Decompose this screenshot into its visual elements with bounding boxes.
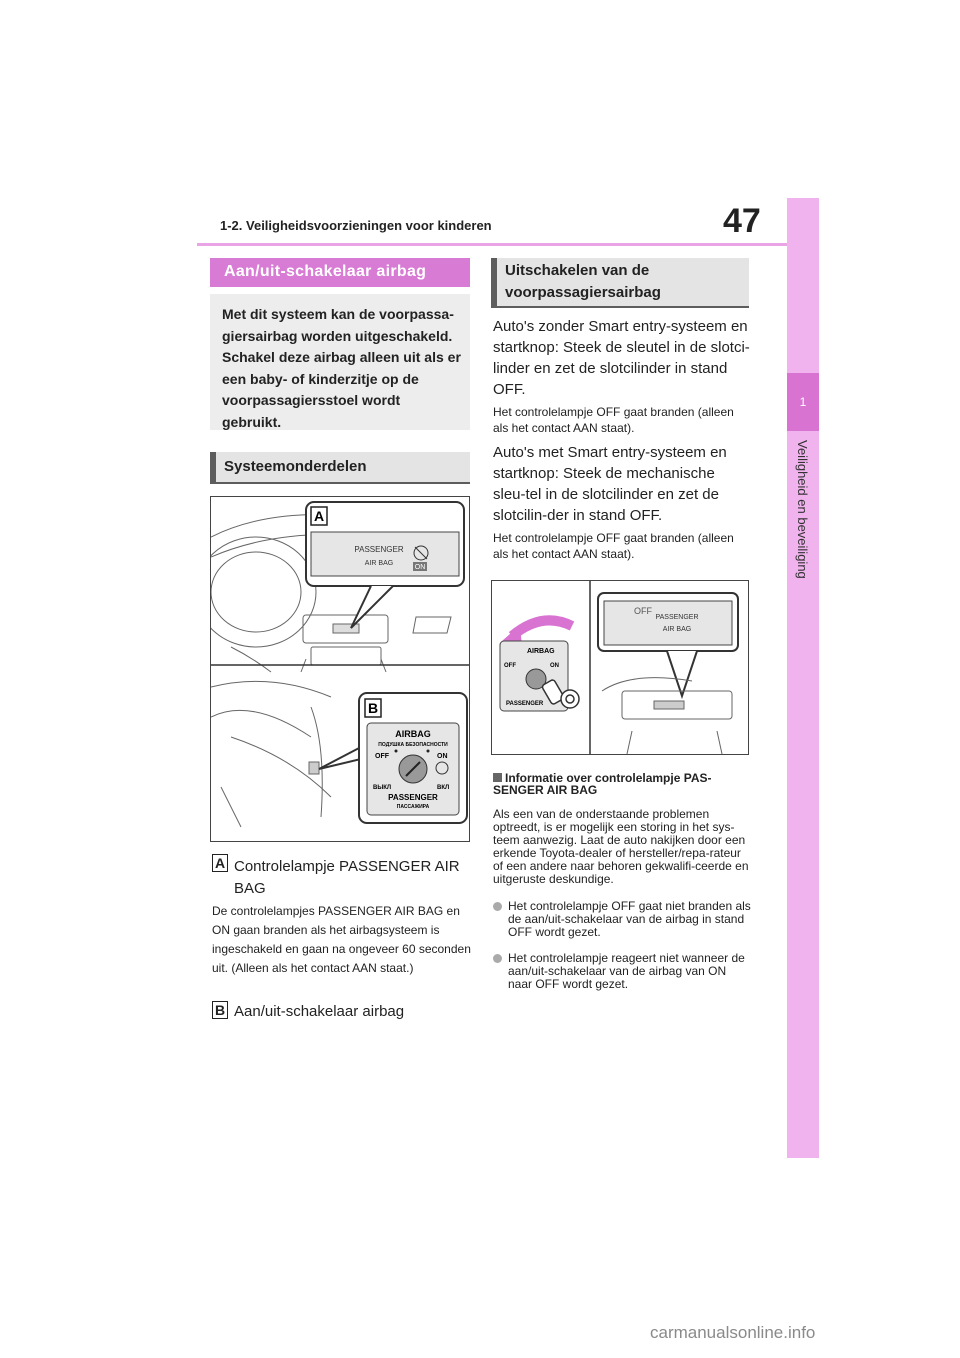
dashboard-illustration <box>211 497 469 841</box>
note-off-lamp-2: Het controlelampje OFF gaat branden (alleen als het contact AAN staat). <box>493 531 734 561</box>
indicator-text-passenger: PASSENGER <box>354 545 404 554</box>
indicator-text-passenger-right: PASSENGER <box>655 614 699 621</box>
header-rule <box>197 243 787 246</box>
indicator-on: ON <box>414 564 426 571</box>
paragraph-with-smart-entry: Auto's met Smart entry-systeem en startknop: Steek de mechanische sleu-tel in de slotcilinder en zet de slotcilin-der in stand OFF. <box>493 444 727 524</box>
item-b-marker: B <box>212 1001 228 1020</box>
info-heading: Informatie over controlelampje PAS-SENGER AIR BAG <box>493 771 712 797</box>
chapter-number: 1 <box>787 373 819 431</box>
switch-airbag-text-right: AIRBAG <box>527 648 555 655</box>
section-heading-switch: Aan/uit-schakelaar airbag <box>210 258 470 287</box>
intro-box: Met dit systeem kan de voorpassa-giersairbag worden uitgeschakeld. Schakel deze airbag alleen uit als er een baby- of kinderzitje op de voorpassagiersstoel wordt gebruikt. <box>210 294 470 430</box>
switch-on-text: ON <box>437 753 448 760</box>
subheading-system-parts: Systeemonderdelen <box>210 452 470 484</box>
list-item: Het controlelampje OFF gaat niet branden als de aan/uit-schakelaar van de airbag in stand OFF wordt gezet. <box>493 900 751 939</box>
info-body: Als een van de onderstaande problemen optreedt, is er mogelijk een storing in het sys-teem aanwezig. Laat de auto nakijken door een erkende Toyota-dealer of hersteller/repa-rateur of een andere naar behoren gekwalifi-ceerde en uitgeruste deskundige. <box>493 807 749 886</box>
info-square-icon <box>493 773 502 782</box>
item-a-description: De controlelampjes PASSENGER AIR BAG en ON gaan branden als het airbagsysteem is ingeschakeld en gaan na ongeveer 60 seconden uit. (Alleen als het contact AAN staat.) <box>212 904 471 975</box>
chapter-title: Veiligheid en beveiliging <box>795 440 810 579</box>
switch-airbag-text: AIRBAG <box>395 729 431 739</box>
indicator-off: OFF <box>634 606 652 616</box>
list-item: Het controlelampje reageert niet wanneer de aan/uit-schakelaar van de airbag van ON naar OFF wordt gezet. <box>493 952 751 991</box>
switch-vkl-text: ВКЛ <box>437 785 450 791</box>
figure-disable-airbag <box>491 580 749 755</box>
paragraph-without-smart-entry: Auto's zonder Smart entry-systeem en startknop: Steek de sleutel in de slotci-linder en zet de slotcilinder in stand OFF. <box>493 318 750 398</box>
note-off-lamp-1: Het controlelampje OFF gaat branden (alleen als het contact AAN staat). <box>493 405 734 435</box>
indicator-text-airbag: AIR BAG <box>364 560 394 567</box>
bullet-icon <box>493 954 502 963</box>
switch-on-text-right: ON <box>550 663 559 669</box>
switch-off-text: OFF <box>375 753 389 760</box>
figure-system-parts <box>210 496 470 842</box>
key-switch-illustration <box>492 581 748 754</box>
item-a-title: Controlelampje PASSENGER AIR BAG <box>234 858 460 897</box>
switch-passenger-text-right: PASSENGER <box>506 701 544 707</box>
switch-off-text-right: OFF <box>504 663 516 669</box>
indicator-text-airbag-right: AIR BAG <box>662 626 692 633</box>
switch-vykl-text: ВЫКЛ <box>373 785 392 791</box>
figure-label-a: A <box>313 508 325 524</box>
section-title: 1-2. Veiligheidsvoorzieningen voor kinderen <box>220 218 492 233</box>
switch-ru-text: ПОДУШКА БЕЗОПАСНОСТИ <box>378 742 448 748</box>
switch-passenger-text: PASSENGER <box>388 793 438 802</box>
switch-passazhira-text: ПАССАЖИРА <box>396 804 430 810</box>
bullet-icon <box>493 902 502 911</box>
figure-label-b: B <box>367 700 379 716</box>
item-a-marker: A <box>212 854 228 873</box>
item-b-title: Aan/uit-schakelaar airbag <box>234 1003 405 1020</box>
section-heading-disable: Uitschakelen van de voorpassagiersairbag <box>491 258 749 308</box>
chapter-tab <box>787 198 819 1158</box>
watermark: carmanualsonline.info <box>650 1323 816 1342</box>
page-number: 47 <box>723 202 761 240</box>
